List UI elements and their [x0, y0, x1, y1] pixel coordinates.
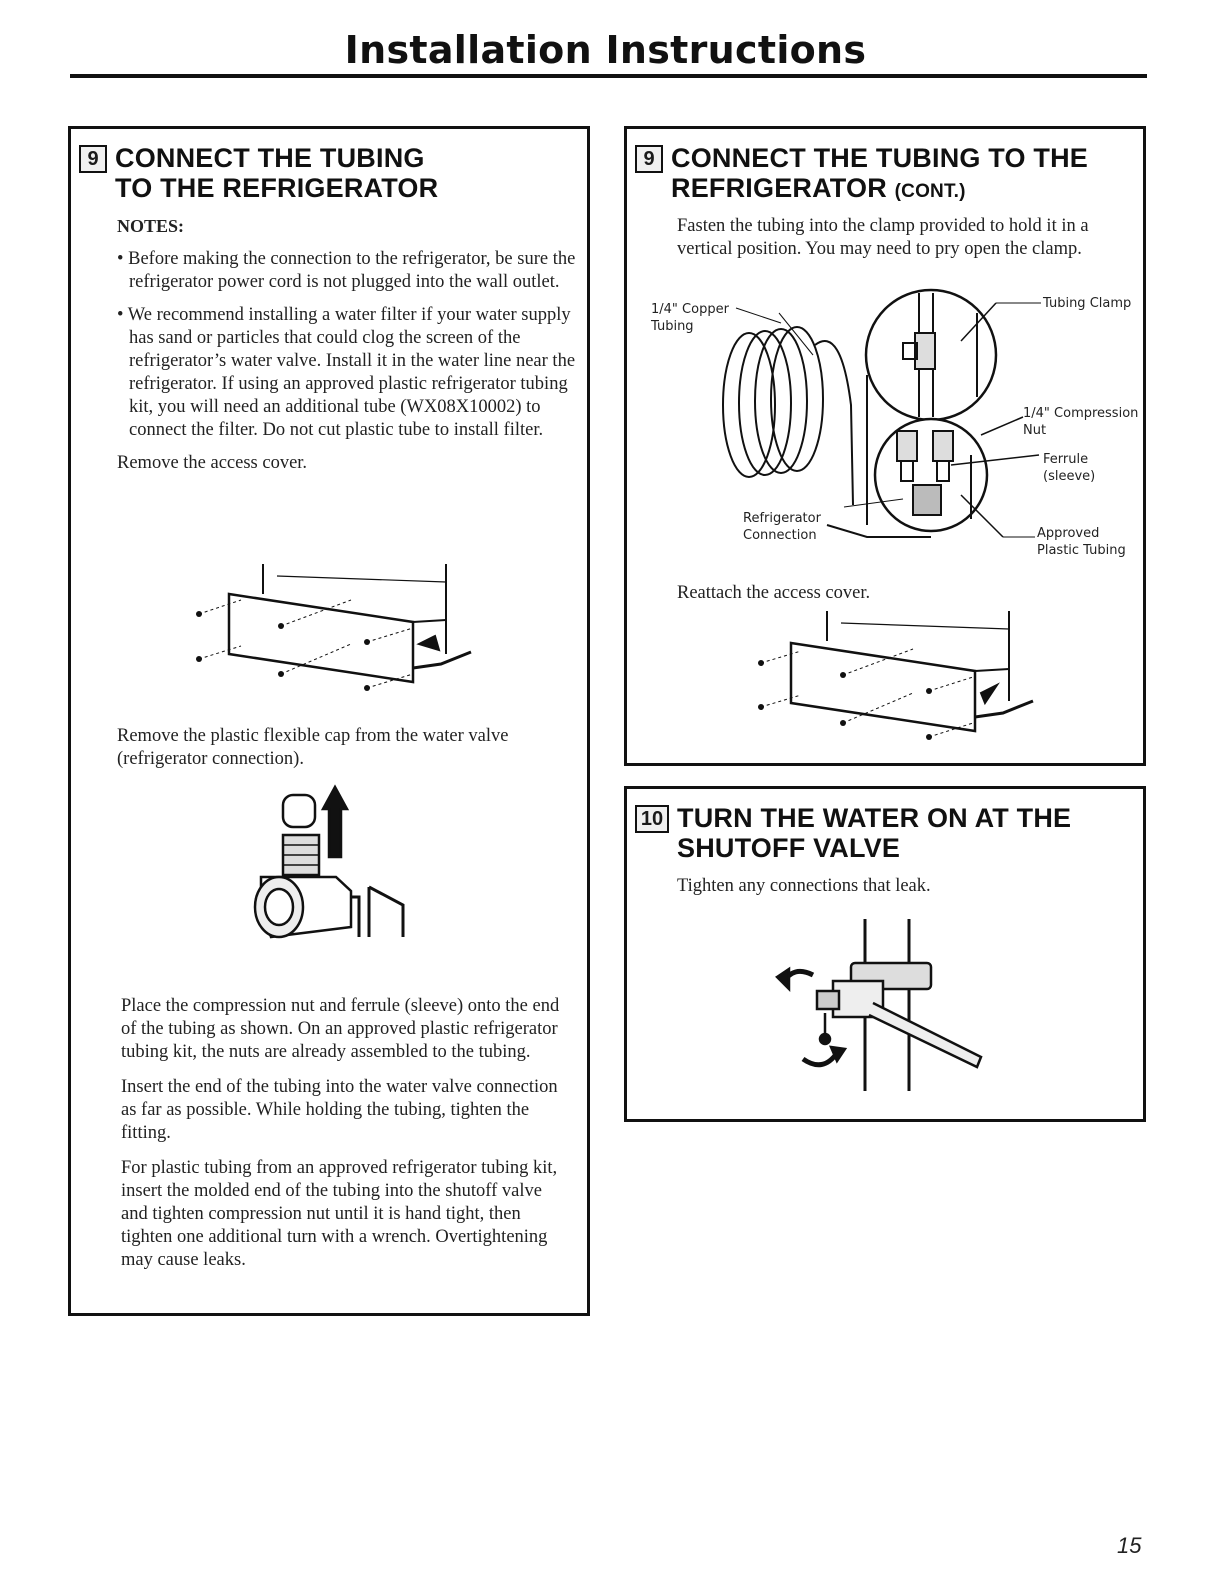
step9-number: 9: [79, 145, 107, 173]
step9-notes: [117, 215, 577, 475]
tighten-text: Tighten any connections that leak.: [677, 876, 931, 896]
remove-cap-text: Remove the plastic flexible cap from the water valve (refrigerator connection).: [117, 726, 509, 769]
shutoff-valve-illustration: [773, 919, 993, 1099]
step9-cont-panel: [624, 126, 1146, 766]
step10-title-line1: TURN THE WATER ON AT THE: [677, 803, 1072, 833]
label-approved-plastic-1: Approved: [1037, 526, 1100, 541]
step9-cont-label: (CONT.): [894, 181, 966, 202]
step9-cont-number: 9: [635, 145, 663, 173]
step9-cont-header: [635, 143, 1088, 207]
label-copper-1: 1/4" Copper: [651, 302, 729, 317]
step9-title: [115, 143, 438, 203]
step9-title-line1: CONNECT THE TUBING: [115, 143, 425, 173]
reattach-text: Reattach the access cover.: [677, 583, 871, 603]
label-compression-nut-2: Nut: [1023, 423, 1047, 438]
place-nut-text: Place the compression nut and ferrule (sleeve) onto the end of the tubing as shown. On an approved plastic refrigerator tubing kit, the nuts are already assembled to the tubing.: [121, 996, 560, 1062]
step9-cont-title-line1: CONNECT THE TUBING TO THE: [671, 143, 1089, 173]
step10-panel: [624, 786, 1146, 1122]
title-rule: [70, 74, 1147, 78]
plastic-tubing-text: For plastic tubing from an approved refrigerator tubing kit, insert the molded end of the tubing into the shutoff valve and tighten compression nut until it is hand tight, then tighten one additional turn with a wrench. Overtightening may cause leaks.: [121, 1158, 558, 1270]
note-water-filter: • We recommend installing a water filter if your water supply has sand or particles that could clog the screen of the refrigerator’s water valve. Install it in the water line near the refrigerator. If using an approved plastic refrigerator tubing kit, you will need an additional tube (WX08X10002) to connect the filter. Do not cut plastic tube to install filter.: [117, 305, 576, 440]
access-cover-reattach-illustration: [737, 611, 1037, 751]
step9-cont-title: [671, 143, 1088, 207]
step9-cont-title-main: REFRIGERATOR: [671, 173, 887, 203]
step10-number: 10: [635, 805, 669, 833]
step10-title: [677, 803, 1071, 863]
page-title: Installation Instructions: [344, 28, 867, 72]
label-compression-nut-1: 1/4" Compression: [1023, 406, 1139, 421]
page-number: 15: [1117, 1533, 1142, 1558]
step9-panel: [68, 126, 590, 1316]
label-copper-2: Tubing: [651, 319, 694, 334]
label-ferrule-2: (sleeve): [1043, 469, 1096, 484]
insert-end-text: Insert the end of the tubing into the water valve connection as far as possible. While holding the tubing, tighten the fitting.: [121, 1077, 558, 1143]
note-power-cord: • Before making the connection to the refrigerator, be sure the refrigerator power cord is not plugged into the wall outlet.: [117, 249, 576, 292]
fasten-text: Fasten the tubing into the clamp provided to hold it in a vertical position. You may need to pry open the clamp.: [677, 216, 1089, 259]
access-cover-removal-illustration: [181, 564, 481, 704]
step9-cont-title-line2: [671, 173, 1088, 207]
label-tubing-clamp: Tubing Clamp: [1043, 296, 1132, 311]
water-valve-cap-illustration: [241, 787, 421, 947]
notes-heading: NOTES:: [117, 216, 185, 236]
label-refrigerator-connection-1: Refrigerator: [743, 511, 821, 526]
step9-title-line2: TO THE REFRIGERATOR: [115, 173, 439, 203]
step9-instructions: [121, 995, 561, 1272]
step10-header: [635, 803, 1071, 863]
remove-cover-text: Remove the access cover.: [117, 453, 308, 473]
label-approved-plastic-2: Plastic Tubing: [1037, 543, 1126, 558]
label-refrigerator-connection-2: Connection: [743, 528, 817, 543]
tubing-clamp-illustration: [631, 285, 1143, 575]
label-ferrule-1: Ferrule: [1043, 452, 1089, 467]
step9-header: [79, 143, 438, 203]
step10-title-line2: SHUTOFF VALVE: [677, 833, 901, 863]
